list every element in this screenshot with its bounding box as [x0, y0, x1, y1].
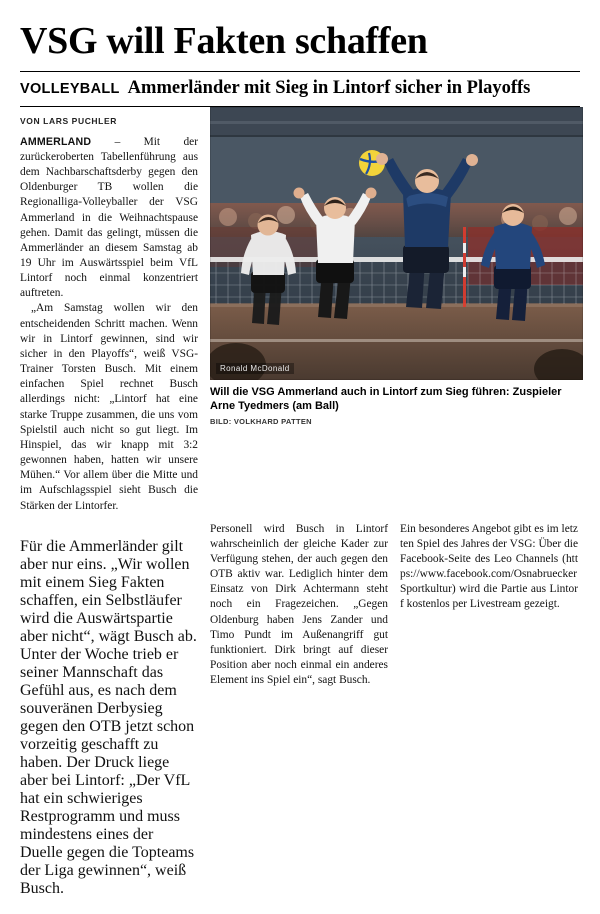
kicker	[20, 78, 580, 99]
photo-watermark: Ronald McDonald	[216, 363, 294, 374]
paragraph-2: „Am Samstag wollen wir den entscheidenden Schritt machen. Wenn wir in Lintorf gewinnen, sind wir sicher in den Playoffs“, weiß VSG-Trainer Torsten Busch. Mit einem einfachen Spiel rechnet Busch allerdings nicht: „Lintorf hat eine starke Truppe zusammen, die uns vom Spielstil auch nicht so gut liegt. Im Hinspiel, das wir knapp mit 3:2 gewonnen haben, hatten wir unsere Mühen.“ Vor allem über die Mitte und im Aufschlagsspiel sieht Busch die Stärken der Lintorfer.	[20, 302, 198, 512]
article-body	[20, 107, 580, 914]
column-2	[210, 522, 388, 689]
photo-caption: Will die VSG Ammerland auch in Lintorf zum Sieg führen: Zuspieler Arne Tyedmers (am Ball)	[210, 385, 562, 413]
kicker-subtitle: Ammerländer mit Sieg in Lintorf sicher in Playoffs	[127, 77, 531, 98]
kicker-label: VOLLEYBALL	[20, 80, 120, 97]
bottom-columns	[20, 522, 580, 914]
newspaper-article-page	[0, 20, 600, 897]
page-title: VSG will Fakten schaffen	[20, 20, 428, 62]
volleyball-photo-illustration	[210, 107, 583, 380]
photo-block	[210, 107, 583, 427]
column-1	[20, 107, 198, 514]
top-columns	[20, 107, 580, 514]
column-1-continued	[20, 522, 198, 914]
paragraph-1-text: – Mit der zurückeroberten Tabellenführung aus dem Nachbarschaftsderby gegen den Oldenburger TB wollen die Regionalliga-Volleyballer der VSG Ammerland in die Weihnachtspause gehen. Damit das gelingt, müssen die Ammerländer an diesem Samstag ab 19 Uhr im Auswärtsspiel beim VfL Lintorf noch einmal konzentriert auftreten.	[20, 135, 198, 300]
paragraph-4: Personell wird Busch in Lintorf wahrscheinlich der gleiche Kader zur Verfügung stehen, der auch gegen den OTB aktiv war. Lediglich hinter dem Einsatz von Dirk Achtermann steht noch ein Fragezeichen. „Gegen Oldenburg haben Jens Zander und Timo Pundt im Außenangriff gut funktioniert. Dirk bringt auf dieser Position aber noch einmal ein anderes Element ins Spiel ein“, sagt Busch.	[210, 522, 388, 687]
divider-top	[20, 71, 580, 72]
dateline: AMMERLAND	[20, 135, 92, 148]
photo-credit: BILD: VOLKHARD PATTEN	[210, 417, 312, 427]
article-photo	[210, 107, 583, 380]
byline: VON LARS PUCHLER	[20, 115, 117, 126]
paragraph-5: Ein besonderes Angebot gibt es im letzten Spiel des Jahres der VSG: Über die Facebook-Seite des Leo Channels (https://www.facebook.com/OsnabrueckerSportkultur) wird die Partie aus Lintorf kostenlos per Livestream gezeigt.	[400, 522, 578, 611]
paragraph-3: Für die Ammerländer gilt aber nur eins. „Wir wollen mit einem Sieg Fakten schaffen, ein Selbstläufer wird die Auswärtspartie aber nicht“, wägt Busch ab. Unter der Woche trieb er seiner Mannschaft das Gefühl aus, es nach dem souveränen Derbysieg gegen den OTB jetzt schon vorzeitig geschafft zu haben. Der Druck liege aber bei Lintorf: „Der VfL hat ein schwieriges Restprogramm und muss mindestens eines der Duelle gegen die Topteams der Liga gewinnen“, weiß Busch.	[20, 537, 197, 897]
paragraph-1	[20, 135, 198, 302]
column-3	[400, 522, 578, 613]
